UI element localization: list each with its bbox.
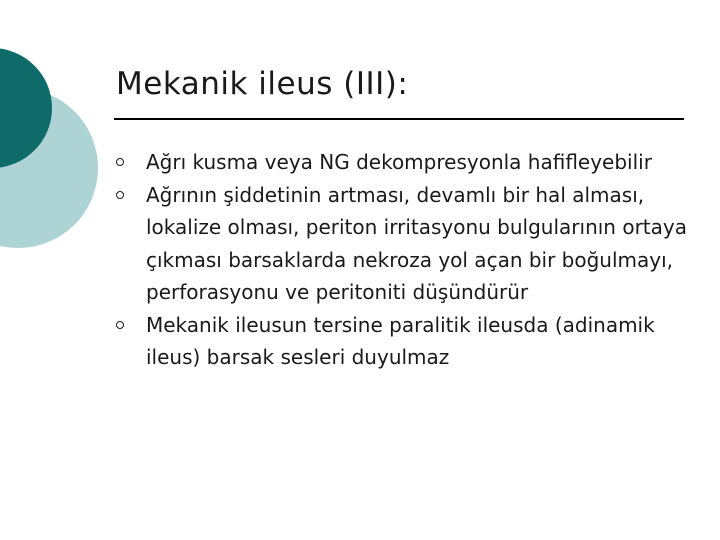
bullet-item xyxy=(116,179,696,309)
decorative-circles xyxy=(0,0,120,300)
bullet-list xyxy=(116,146,696,374)
hollow-circle-icon xyxy=(116,191,124,199)
hollow-circle-icon xyxy=(116,158,124,166)
hollow-circle-icon xyxy=(116,321,124,329)
bullet-item xyxy=(116,146,696,179)
bullet-text: Ağrı kusma veya NG dekompresyonla hafifleyebilir xyxy=(146,150,652,174)
title-underline xyxy=(114,118,684,120)
bullet-text: Mekanik ileusun tersine paralitik ileusda (adinamik ileus) barsak sesleri duyulmaz xyxy=(146,312,655,369)
bullet-text: Ağrının şiddetinin artması, devamlı bir hal alması, lokalize olması, periton irritasyonu bulgularının ortaya çıkması barsaklarda nekroza yol açan bir boğulmayı, perforasyonu ve peritoniti düşündürür xyxy=(146,182,687,304)
bullet-item xyxy=(116,309,696,374)
slide-title: Mekanik ileus (III): xyxy=(116,66,409,102)
